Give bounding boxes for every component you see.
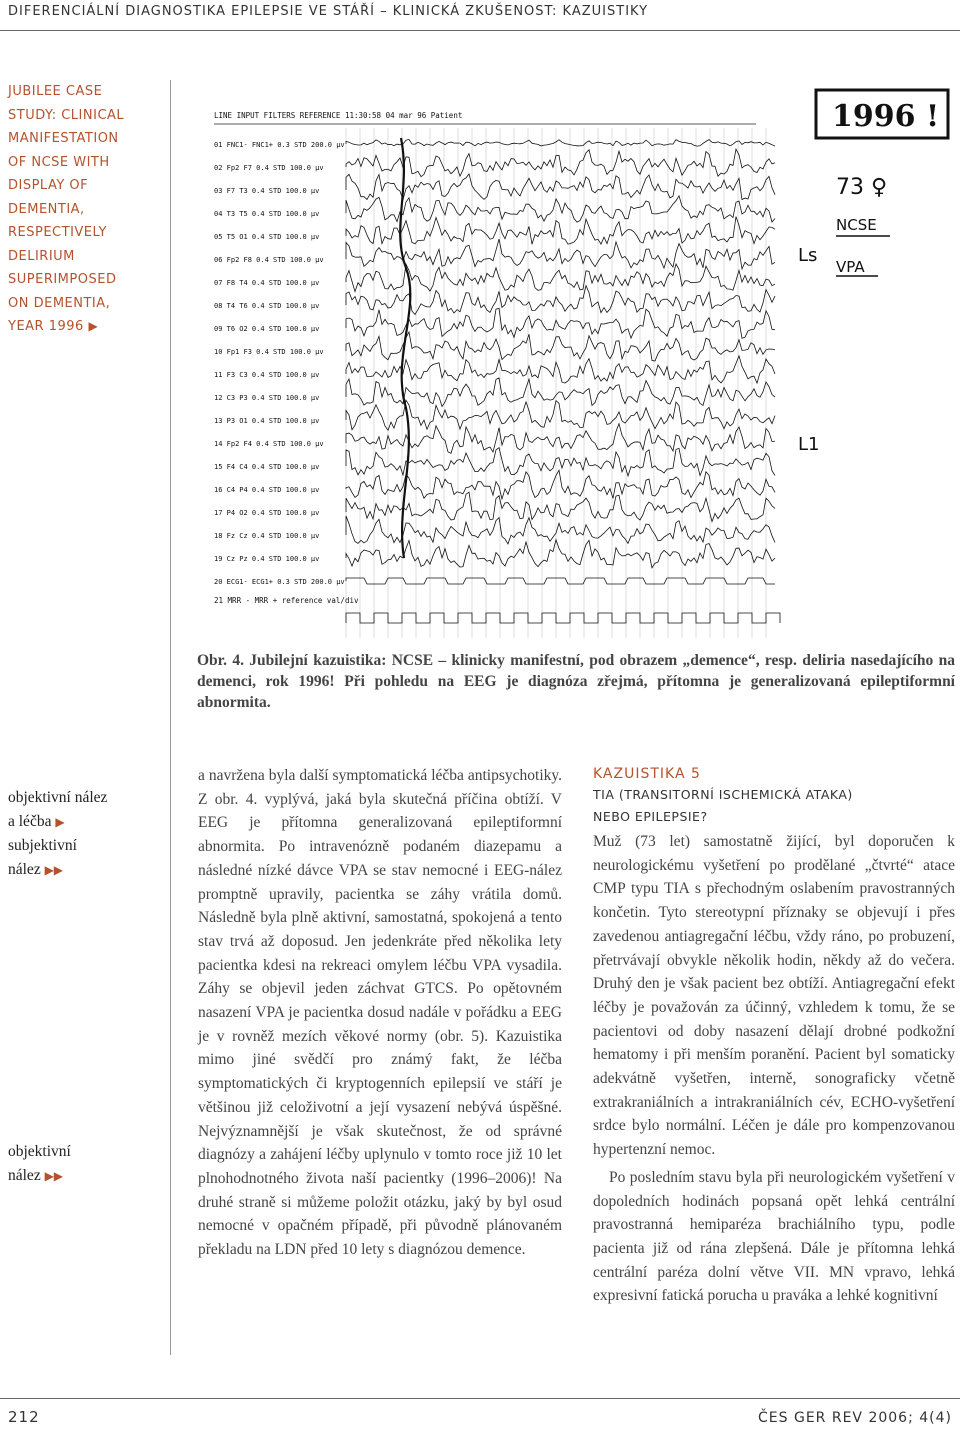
age-note: 73 ♀ bbox=[836, 175, 888, 200]
calibration-trace bbox=[346, 613, 780, 623]
sidebar-title-line: OF NCSE WITH bbox=[8, 154, 110, 170]
sidebar-title-line: DISPLAY OF bbox=[8, 178, 89, 193]
sidebar-title-line: DEMENTIA, bbox=[8, 201, 85, 217]
eeg-channel-label: 01 FNC1- FNC1+ 0.3 STD 200.0 µv bbox=[214, 141, 345, 149]
sidebar-title-line: MANIFESTATION bbox=[8, 131, 119, 146]
eeg-channel-trace bbox=[346, 332, 775, 361]
eeg-channel-label: 04 T3 T5 0.4 STD 100.0 µv bbox=[214, 210, 320, 218]
body-paragraph: Muž (73 let) samostatně žijící, byl doporučen k neurologickému vyšetření po prodělané „čtvrté“ atace CMP typu TIA s přechodným oslabením pravostranných končetin. Tyto stereotypní příznaky se objevují i přes zavedenou antiagregační léčbu, vždy ráno, po probuzení, přetrvávají obvykle několik hodin, někdy až do večera. Druhý den je však pacient bez obtíží. Antiagregační efekt léčby je považován za účinný, vzhledem k tomu, že se pacientovi od doby nasazení dělají drobné podkožní hematomy i při menším poranění. Pacient byl somaticky adekvátně vyšetřen, interně, sonograficky včetně extrakraniálních a intrakraniálních cév, ECHO-vyšetření srdce bylo normální. Léčen je dále pro kompenzovanou hypertenzní nemoc. bbox=[593, 833, 955, 1159]
sidebar-title-line: SUPERIMPOSED bbox=[8, 272, 117, 287]
eeg-channel-trace bbox=[346, 149, 775, 177]
side-label-line bbox=[8, 858, 168, 882]
side-label-line bbox=[8, 1164, 168, 1188]
eeg-channel-label: 03 F7 T3 0.4 STD 100.0 µv bbox=[214, 187, 320, 195]
page-number: 212 bbox=[8, 1408, 40, 1426]
triangle-right-icon: ▶ bbox=[88, 319, 99, 333]
body-paragraph: Po posledním stavu byla při neurologickém vyšetření v dopoledních hodinách popsaná opět lehká centrální pravostranná hemiparéza brachiálního typu, podle pacienta již od rána zlepšená. Dále je přítomna lehká centrální paréza dolní větve VII. MN vpravo, lehká expresivní fatická porucha u praváka a lehké kognitivní bbox=[593, 1168, 955, 1305]
lead-mark-ls: Ls bbox=[798, 245, 818, 266]
body-column-middle bbox=[198, 764, 562, 1262]
sidebar-title-line: RESPECTIVELY bbox=[8, 225, 107, 240]
column-divider bbox=[170, 80, 171, 1355]
diagnosis-note-ncse: NCSE bbox=[836, 216, 877, 234]
eeg-channel-label: 10 Fp1 F3 0.4 STD 100.0 µv bbox=[214, 348, 324, 356]
eeg-channel-label: 20 ECG1- ECG1+ 0.3 STD 200.0 µv bbox=[214, 578, 345, 586]
side-label-line: subjektivní bbox=[8, 837, 77, 854]
double-triangle-right-icon: ▶▶ bbox=[44, 1169, 64, 1183]
case-heading: KAZUISTIKA 5 bbox=[593, 766, 701, 782]
side-label-text: nález bbox=[8, 861, 41, 878]
eeg-channel-trace bbox=[346, 239, 775, 269]
eeg-channel-label: 09 T6 O2 0.4 STD 100.0 µv bbox=[214, 325, 320, 333]
running-header: DIFERENCIÁLNÍ DIAGNOSTIKA EPILEPSIE VE STÁŘÍ – KLINICKÁ ZKUŠENOST: KAZUISTIKY bbox=[8, 4, 649, 19]
sidebar-title-line bbox=[8, 315, 168, 339]
eeg-channel-trace bbox=[346, 470, 775, 499]
eeg-channel-trace bbox=[346, 308, 775, 338]
eeg-channel-trace bbox=[346, 492, 775, 521]
case-subheading-line: TIA (TRANSITORNÍ ISCHEMICKÁ ATAKA) bbox=[593, 787, 853, 802]
eeg-channel-label: 08 T4 T6 0.4 STD 100.0 µv bbox=[214, 302, 320, 310]
eeg-channel-trace bbox=[346, 516, 775, 544]
body-column-right bbox=[593, 764, 955, 1308]
eeg-channel-label: 07 F8 T4 0.4 STD 100.0 µv bbox=[214, 279, 320, 287]
year-note: 1996 ! bbox=[832, 99, 940, 134]
eeg-channel-label: 18 Fz Cz 0.4 STD 100.0 µv bbox=[214, 532, 320, 540]
eeg-channel-label: 17 P4 O2 0.4 STD 100.0 µv bbox=[214, 509, 320, 517]
eeg-header-columns: LINE INPUT FILTERS REFERENCE 11:30:58 04 mar 96 Patient bbox=[214, 111, 463, 120]
side-label-line: objektivní nález bbox=[8, 789, 108, 806]
eeg-channel-label: 12 C3 P3 0.4 STD 100.0 µv bbox=[214, 394, 320, 402]
eeg-channel-label: 19 Cz Pz 0.4 STD 100.0 µv bbox=[214, 555, 320, 563]
sidebar-title-line: ON DEMENTIA, bbox=[8, 295, 111, 311]
sidebar-title-line: DELIRIUM bbox=[8, 248, 75, 264]
side-label-text: a léčba bbox=[8, 813, 52, 830]
header-rule bbox=[0, 30, 960, 31]
journal-citation: ČES GER REV 2006; 4(4) bbox=[758, 1410, 952, 1426]
eeg-channel-trace bbox=[346, 356, 775, 383]
eeg-channel-label: 14 Fp2 F4 0.4 STD 100.0 µv bbox=[214, 440, 324, 448]
figure-caption: Obr. 4. Jubilejní kazuistika: NCSE – klinicky manifestní, pod obrazem „demence“, resp. deliria nasedajícího na demenci, rok 1996! Při pohledu na EEG je diagnóza zřejmá, přítomna je generalizovaná epileptiformní abnormita. bbox=[197, 652, 955, 711]
eeg-channel-label: 06 Fp2 F8 0.4 STD 100.0 µv bbox=[214, 256, 324, 264]
sidebar-title-line: JUBILEE CASE bbox=[8, 84, 103, 99]
eeg-channel-trace bbox=[346, 174, 775, 200]
eeg-channel-label: 02 Fp2 F7 0.4 STD 100.0 µv bbox=[214, 164, 324, 172]
body-paragraph: a navržena byla další symptomatická léčba antipsychotiky. Z obr. 4. vyplývá, jaká byla skutečná příčina obtíží. V EEG je přítomna generalizovaná epileptiformní abnormita. Po intravenózně podaném diazepamu a následné nízké dávce VPA se stav nemocné i EEG-nález promptně upravily, pacientka se záhy vrátila domů. Následně byla plně aktivní, samostatná, spokojená a tento stav trvá až doposud. Jen jedenkráte před několika lety pacientka kdesi na rekreaci omylem léčbu VPA vysadila. Záhy se objevil jeden záchvat GTCS. Po opětovném nasazení VPA je pacientka dosud nadále v pořádku a EEG je v rovněž mezích věkové normy (obr. 5). Kazuistika mimo jiné svědčí pro známý fakt, že léčba symptomatických či kryptogenních epilepsií ve stáří je většinou již celoživotní a její vysazení nebývá úspěšné. Nejvýznamnější je však skutečnost, že od správné diagnózy a zahájení léčby uplynulo v tomto roce již 10 let plnohodnotného života naší pacientky (1996–2006)! Na druhé straně si můžeme položit otázku, jaký by byl osud nemocné v opačném případě, při původně plánovaném překladu na LDN před 10 lety s diagnózou demence. bbox=[198, 767, 562, 1259]
eeg-channel-trace bbox=[346, 578, 775, 584]
side-label-objective-finding-2 bbox=[8, 1140, 168, 1188]
sidebar-title-year: YEAR 1996 bbox=[8, 319, 84, 334]
sidebar-title bbox=[8, 80, 168, 339]
eeg-channel-label: 15 F4 C4 0.4 STD 100.0 µv bbox=[214, 463, 320, 471]
case-subheading bbox=[593, 784, 955, 828]
footer-rule bbox=[0, 1398, 960, 1399]
side-label-objective-finding bbox=[8, 786, 168, 882]
side-label-line: objektivní bbox=[8, 1143, 71, 1160]
eeg-channel-trace bbox=[346, 400, 775, 430]
eeg-channel-label: 13 P3 O1 0.4 STD 100.0 µv bbox=[214, 417, 320, 425]
diagnosis-note-vpa: VPA bbox=[836, 258, 865, 276]
eeg-channel-trace bbox=[346, 378, 775, 407]
triangle-right-icon: ▶ bbox=[55, 815, 65, 829]
eeg-channel-trace bbox=[346, 424, 775, 454]
lead-mark-l1: L1 bbox=[798, 434, 820, 455]
eeg-channel-label: 05 T5 O1 0.4 STD 100.0 µv bbox=[214, 233, 320, 241]
eeg-footer-line: 21 MRR - MRR + reference val/div bbox=[214, 596, 359, 605]
eeg-channel-trace bbox=[346, 196, 775, 222]
eeg-channel-trace bbox=[346, 139, 775, 146]
side-label-text: nález bbox=[8, 1167, 41, 1184]
eeg-figure bbox=[196, 78, 956, 644]
eeg-channel-label: 16 C4 P4 0.4 STD 100.0 µv bbox=[214, 486, 320, 494]
double-triangle-right-icon: ▶▶ bbox=[44, 863, 64, 877]
eeg-channel-trace bbox=[346, 540, 775, 568]
side-label-line bbox=[8, 810, 168, 834]
eeg-channel-trace bbox=[346, 448, 775, 476]
eeg-recording bbox=[196, 78, 956, 644]
case-subheading-line: NEBO EPILEPSIE? bbox=[593, 809, 708, 824]
eeg-channel-trace bbox=[346, 217, 775, 245]
eeg-channel-label: 11 F3 C3 0.4 STD 100.0 µv bbox=[214, 371, 320, 379]
sidebar-title-line: STUDY: CLINICAL bbox=[8, 107, 125, 123]
